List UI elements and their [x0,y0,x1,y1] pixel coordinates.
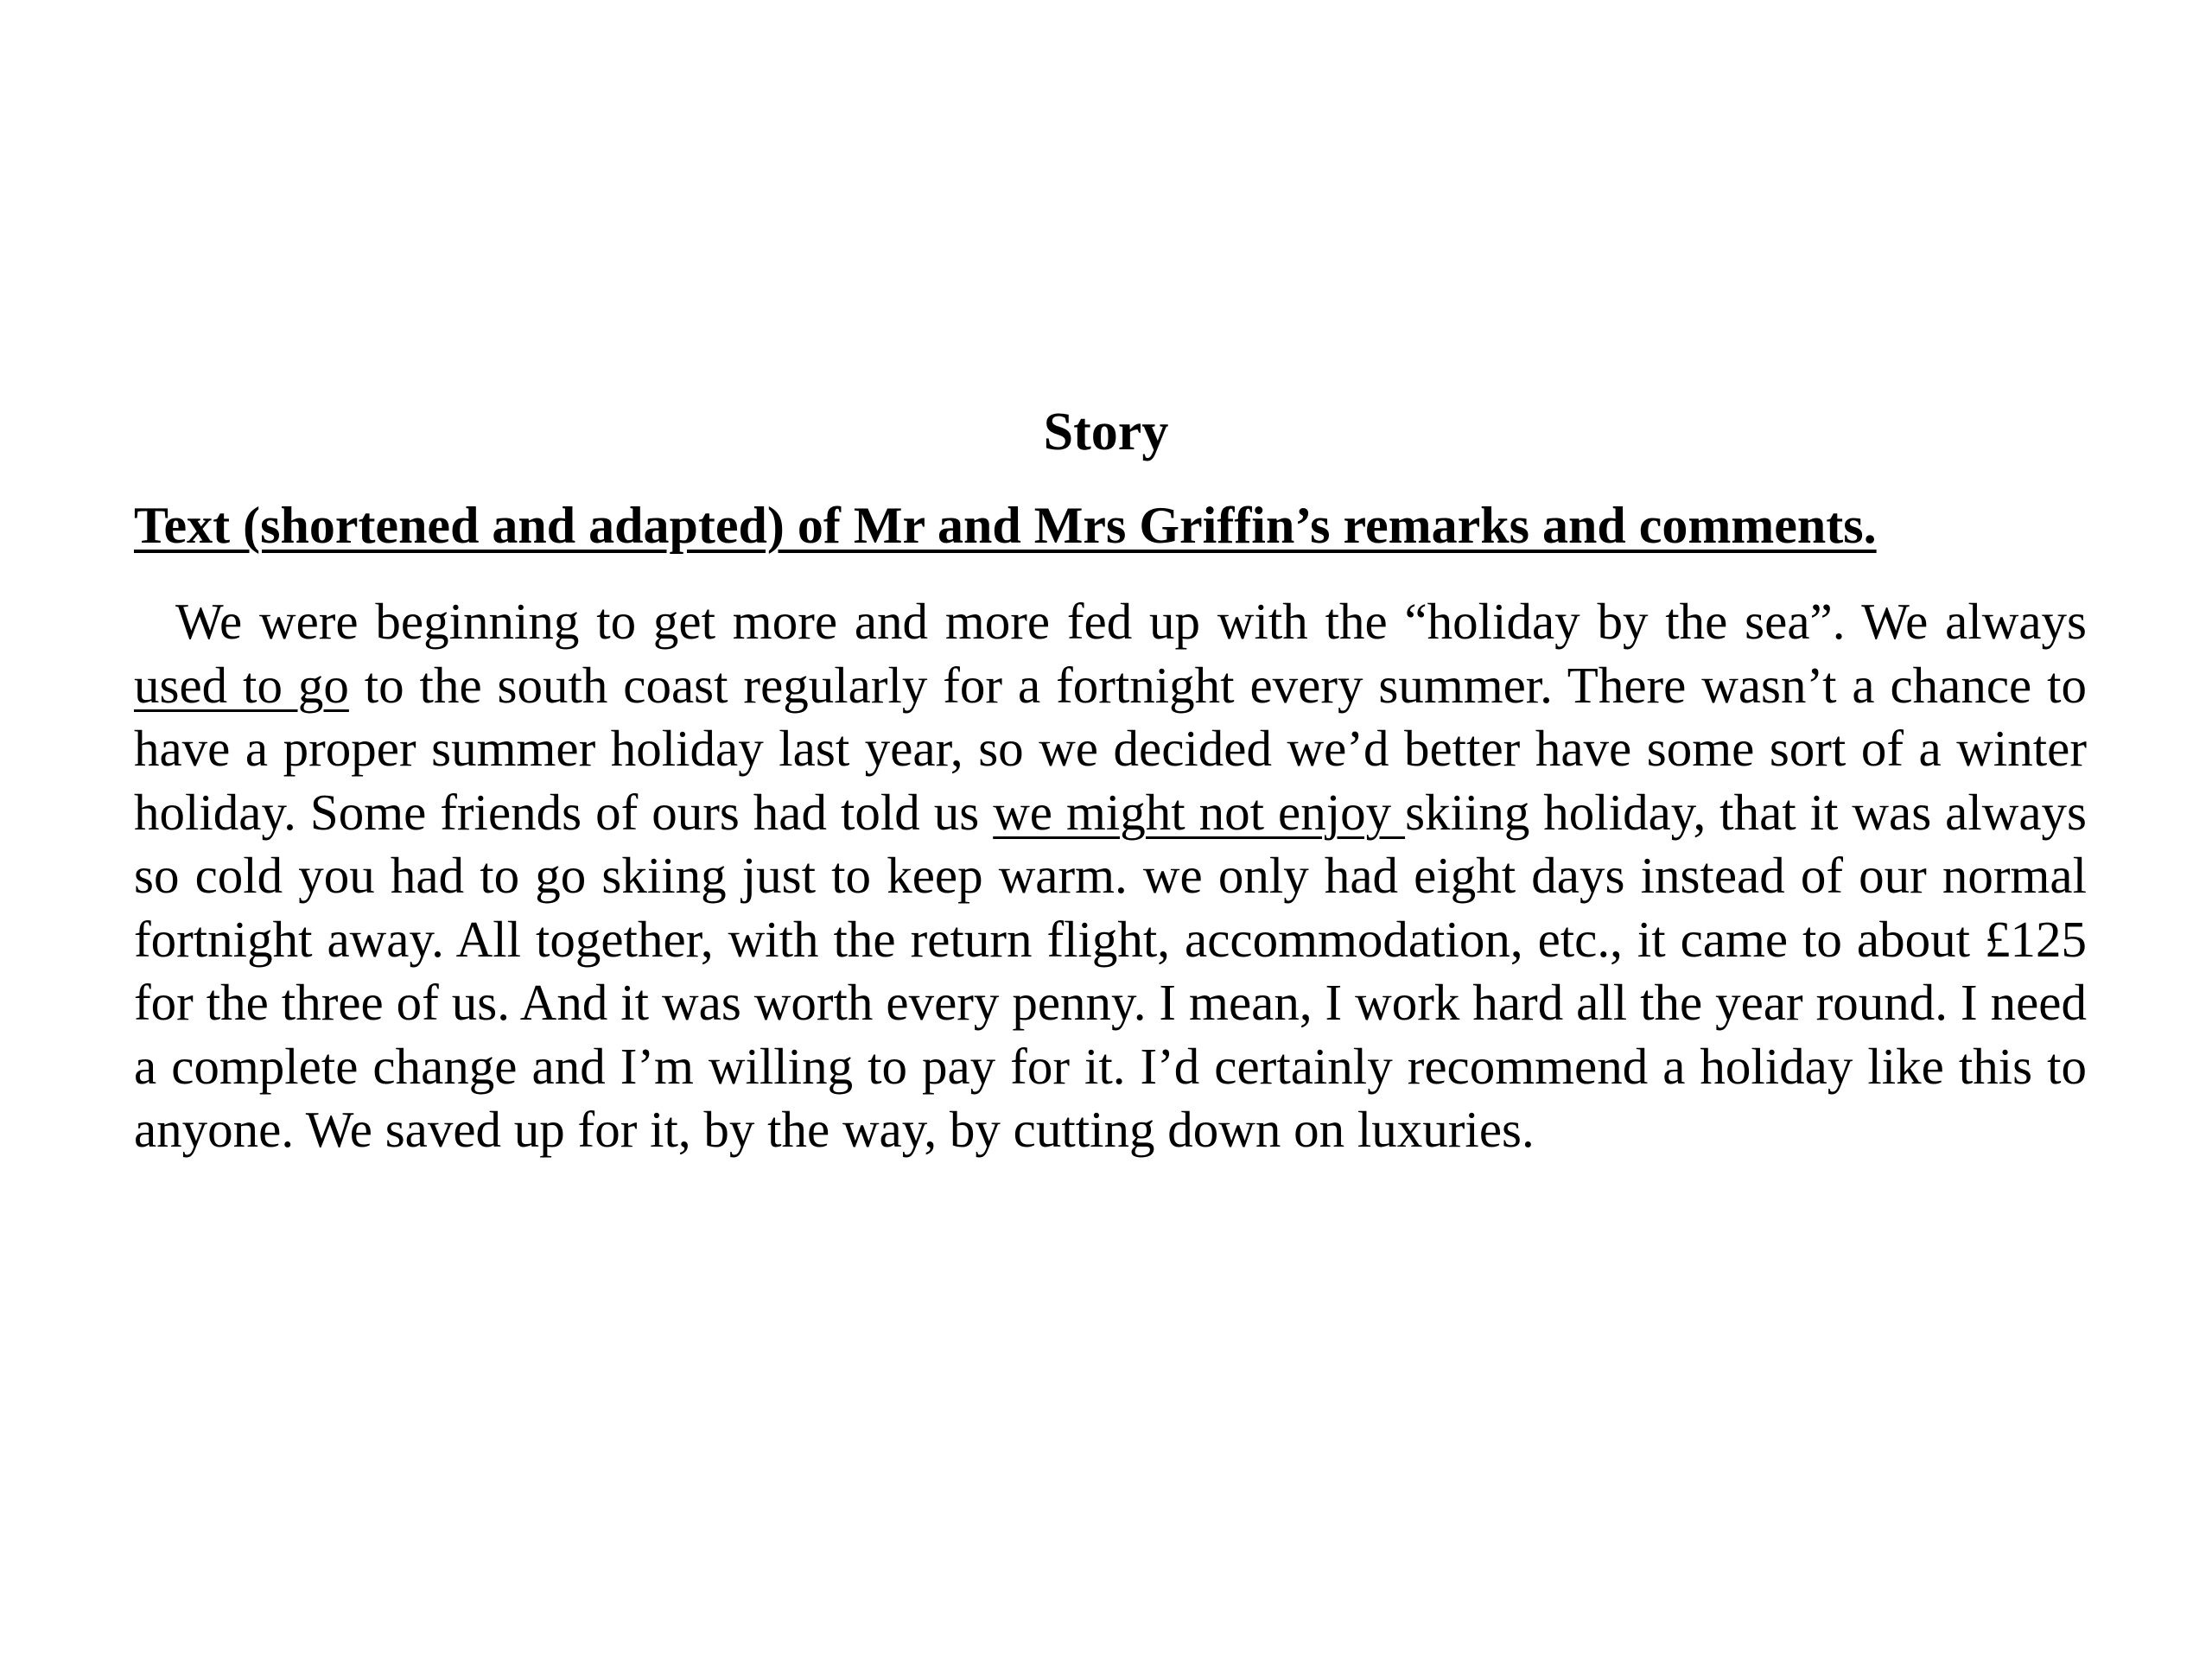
story-text-part-2: to the south coast regularly for a fortnight every summer. There wasn’t a chance to have a proper summer holiday last year, so we decided we’d better have some sort of a winter holiday. Some friends of ours had told us [134,656,2088,841]
underlined-phrase-might-not-enjoy: we might not enjoy [993,783,1406,841]
document-title: Story [1043,403,1169,461]
document-subtitle: Text (shortened and adapted) of Mr and Mrs Griffin’s remarks and comments. [134,497,1877,554]
story-paragraph [134,590,2087,1162]
underlined-phrase-used-to-go: used to go [134,656,349,714]
story-text-part-1: We were beginning to get more and more fed up with the “holiday by the sea”. We always [175,593,2087,650]
story-text-part-3: skiing holiday, that it was always so cold you had to go skiing just to keep warm. we only had eight days instead of our normal fortnight away. All together, with the return flight, accommodation, etc., it came to about £125 for the three of us. And it was worth every penny. I mean, I work hard all the year round. I need a complete change and I’m willing to pay for it. I’d certainly recommend a holiday like this to anyone. We saved up for it, by the way, by cutting down on luxuries. [134,783,2087,1158]
